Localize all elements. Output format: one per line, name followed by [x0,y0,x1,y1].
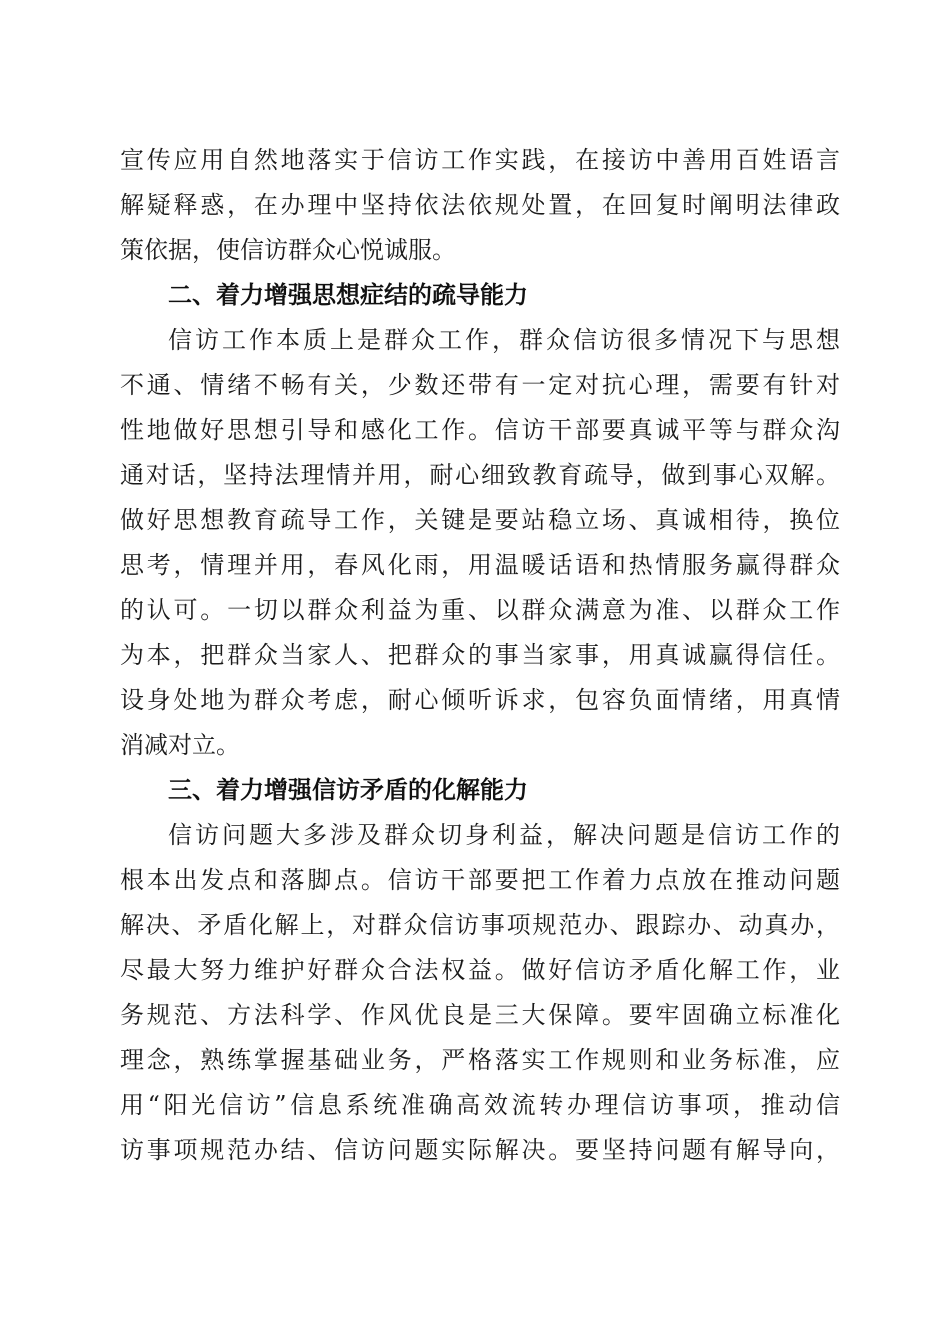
body-text-line: 不通、情绪不畅有关，少数还带有一定对抗心理，需要有针对 [120,371,840,399]
body-text-line: 访事项规范办结、信访问题实际解决。要坚持问题有解导向， [120,1136,840,1164]
body-text-line: 用“阳光信访”信息系统准确高效流转办理信访事项，推动信 [120,1091,840,1119]
body-text-line: 尽最大努力维护好群众合法权益。做好信访矛盾化解工作，业 [120,956,840,984]
body-text-line: 的认可。一切以群众利益为重、以群众满意为准、以群众工作 [120,596,840,624]
body-text-line: 策依据，使信访群众心悦诚服。 [120,236,456,264]
section-heading: 三、着力增强信访矛盾的化解能力 [168,776,528,804]
body-text-line: 信访工作本质上是群众工作，群众信访很多情况下与思想 [168,326,840,354]
section-heading: 二、着力增强思想症结的疏导能力 [168,281,528,309]
body-text-line: 宣传应用自然地落实于信访工作实践，在接访中善用百姓语言 [120,146,840,174]
body-text-line: 设身处地为群众考虑，耐心倾听诉求，包容负面情绪，用真情 [120,686,840,714]
body-text-line: 解疑释惑，在办理中坚持依法依规处置，在回复时阐明法律政 [120,191,840,219]
body-text-line: 消减对立。 [120,731,240,759]
body-text-line: 为本，把群众当家人、把群众的事当家事，用真诚赢得信任。 [120,641,840,669]
body-text-line: 性地做好思想引导和感化工作。信访干部要真诚平等与群众沟 [120,416,840,444]
body-text-line: 务规范、方法科学、作风优良是三大保障。要牢固确立标准化 [120,1001,840,1029]
body-text-line: 根本出发点和落脚点。信访干部要把工作着力点放在推动问题 [120,866,840,894]
body-text-line: 理念，熟练掌握基础业务，严格落实工作规则和业务标准，应 [120,1046,840,1074]
body-text-line: 做好思想教育疏导工作，关键是要站稳立场、真诚相待，换位 [120,506,840,534]
body-text-line: 信访问题大多涉及群众切身利益，解决问题是信访工作的 [168,821,840,849]
body-text-line: 解决、矛盾化解上，对群众信访事项规范办、跟踪办、动真办， [120,911,840,939]
body-text-line: 思考，情理并用，春风化雨，用温暖话语和热情服务赢得群众 [120,551,840,579]
body-text-line: 通对话，坚持法理情并用，耐心细致教育疏导，做到事心双解。 [120,461,840,489]
